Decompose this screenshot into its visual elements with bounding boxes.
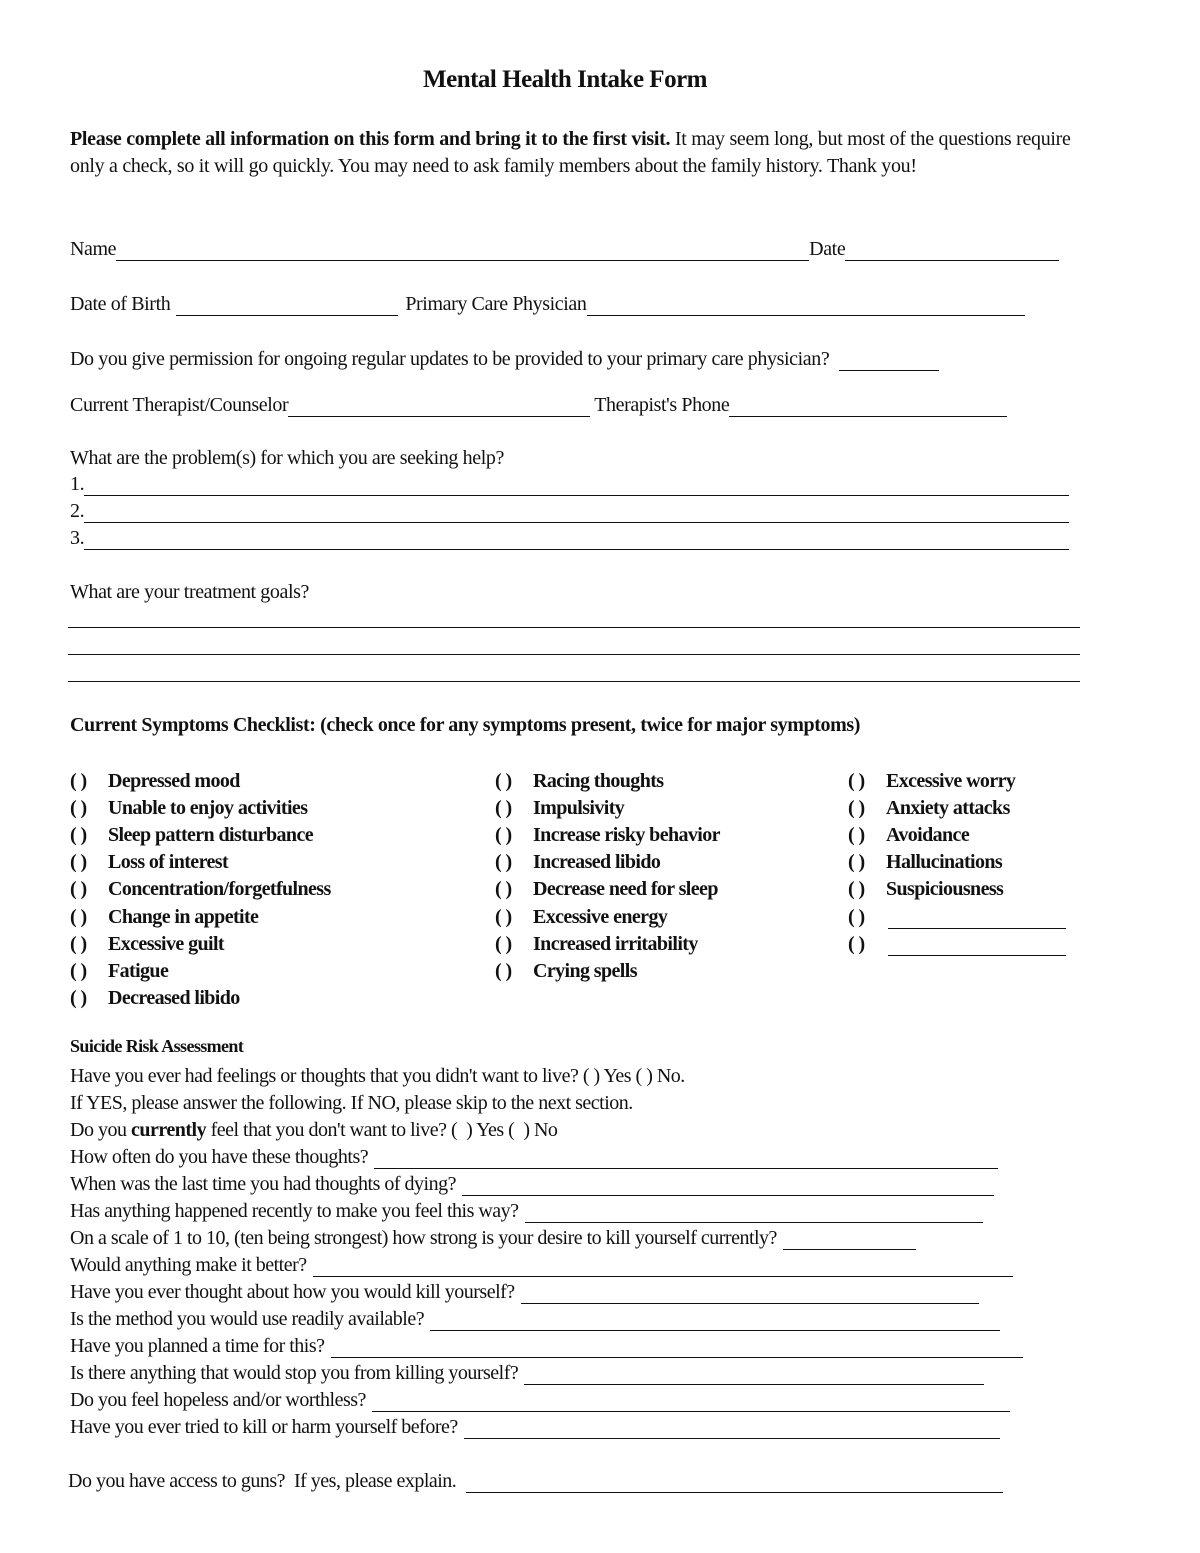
question-text-pre: Do you xyxy=(70,1119,131,1141)
question-text-post: feel that you don't want to live? ( ) Yes ( ) No xyxy=(206,1119,558,1141)
question-text: Is the method you would use readily available? xyxy=(70,1308,425,1330)
symptom-label: Change in appetite xyxy=(108,905,259,928)
symptom-item-other[interactable] xyxy=(848,901,1066,928)
question-text: Is there anything that would stop you from killing yourself? xyxy=(70,1362,519,1384)
pcp-field[interactable] xyxy=(587,293,1025,316)
checkbox-paren[interactable]: ( ) xyxy=(495,851,512,874)
symptom-label: Avoidance xyxy=(886,824,970,847)
suicide-question xyxy=(70,1170,994,1196)
suicide-question xyxy=(70,1062,685,1088)
checkbox-paren[interactable]: ( ) xyxy=(848,905,865,928)
answer-field[interactable] xyxy=(525,1202,983,1223)
symptom-item[interactable] xyxy=(495,793,720,820)
suicide-question xyxy=(70,1197,983,1223)
symptoms-heading: Current Symptoms Checklist: (check once for any symptoms present, twice for major symptoms) xyxy=(70,714,860,736)
suicide-instruction xyxy=(70,1089,633,1115)
checkbox-paren[interactable]: ( ) xyxy=(495,878,512,901)
question-text: On a scale of 1 to 10, (ten being strongest) how strong is your desire to kill yourself currently? xyxy=(70,1227,777,1249)
checkbox-paren[interactable]: ( ) xyxy=(70,851,87,874)
therapist-label: Current Therapist/Counselor xyxy=(70,394,289,416)
symptom-label: Hallucinations xyxy=(886,851,1003,874)
symptom-label: Excessive energy xyxy=(533,905,668,928)
dob-field[interactable] xyxy=(176,293,398,316)
symptom-label: Fatigue xyxy=(108,959,169,982)
checkbox-paren[interactable]: ( ) xyxy=(495,932,512,955)
dob-pcp-row xyxy=(70,288,1025,316)
symptom-item[interactable] xyxy=(70,820,331,847)
other-symptom-field[interactable] xyxy=(888,935,1066,956)
symptom-label: Anxiety attacks xyxy=(886,797,1010,820)
question-text-bold: currently xyxy=(130,1119,207,1141)
other-symptom-field[interactable] xyxy=(888,908,1066,929)
permission-row xyxy=(70,343,939,371)
question-text: Have you ever had feelings or thoughts that you didn't want to live? ( ) Yes ( ) No. xyxy=(70,1065,685,1087)
problem-number-1: 1. xyxy=(70,473,85,495)
question-text: If YES, please answer the following. If NO, please skip to the next section. xyxy=(70,1092,633,1114)
checkbox-paren[interactable]: ( ) xyxy=(848,824,865,847)
goals-line-3[interactable] xyxy=(68,681,1080,682)
goals-question xyxy=(70,576,309,604)
checkbox-paren[interactable]: ( ) xyxy=(495,959,512,982)
therapist-phone-label: Therapist's Phone xyxy=(594,394,730,416)
suicide-question xyxy=(70,1224,916,1250)
checkbox-paren[interactable]: ( ) xyxy=(70,797,87,820)
symptoms-column-3 xyxy=(848,766,1066,956)
symptom-item[interactable] xyxy=(495,956,720,983)
checkbox-paren[interactable]: ( ) xyxy=(70,905,87,928)
question-text: Have you ever thought about how you would kill yourself? xyxy=(70,1281,515,1303)
question-text: Have you planned a time for this? xyxy=(70,1335,325,1357)
symptom-item[interactable] xyxy=(848,793,1066,820)
answer-field[interactable] xyxy=(462,1175,994,1196)
suicide-question xyxy=(70,1413,1000,1439)
checkbox-paren[interactable]: ( ) xyxy=(848,851,865,874)
answer-field[interactable] xyxy=(372,1391,1010,1412)
problem-field-1[interactable] xyxy=(84,473,1069,496)
symptom-label: Decrease need for sleep xyxy=(533,878,718,901)
symptom-item[interactable] xyxy=(70,766,331,793)
symptom-label: Loss of interest xyxy=(108,851,229,874)
symptom-item[interactable] xyxy=(70,847,331,874)
therapist-phone-field[interactable] xyxy=(729,394,1007,417)
problems-question xyxy=(70,442,504,470)
symptom-item[interactable] xyxy=(70,793,331,820)
date-field[interactable] xyxy=(845,238,1059,261)
symptom-label: Suspiciousness xyxy=(886,878,1004,901)
question-text: Do you feel hopeless and/or worthless? xyxy=(70,1389,366,1411)
symptom-label: Excessive worry xyxy=(886,770,1016,793)
name-label: Name xyxy=(70,238,117,260)
goals-line-1[interactable] xyxy=(68,627,1080,628)
checkbox-paren[interactable]: ( ) xyxy=(495,905,512,928)
answer-field[interactable] xyxy=(524,1364,984,1385)
intro-paragraph xyxy=(70,126,1080,180)
suicide-question xyxy=(70,1305,1000,1331)
symptom-label: Depressed mood xyxy=(108,770,240,793)
symptoms-column-1 xyxy=(70,766,331,1010)
symptom-label: Increased irritability xyxy=(533,932,698,955)
question-text: Would anything make it better? xyxy=(70,1254,307,1276)
symptom-item[interactable] xyxy=(848,847,1066,874)
symptom-item[interactable] xyxy=(70,901,331,928)
name-field[interactable] xyxy=(116,238,809,261)
goals-line-2[interactable] xyxy=(68,654,1080,655)
pcp-label: Primary Care Physician xyxy=(405,293,587,315)
symptom-item[interactable] xyxy=(848,820,1066,847)
answer-field[interactable] xyxy=(464,1418,1000,1439)
symptom-label: Unable to enjoy activities xyxy=(108,797,308,820)
symptom-item[interactable] xyxy=(495,901,720,928)
form-title: Mental Health Intake Form xyxy=(423,66,707,93)
symptom-label: Racing thoughts xyxy=(533,770,664,793)
symptom-label: Increase risky behavior xyxy=(533,824,720,847)
symptom-label: Concentration/forgetfulness xyxy=(108,878,331,901)
question-text: When was the last time you had thoughts of dying? xyxy=(70,1173,456,1195)
name-date-row xyxy=(70,233,1059,261)
intro-bold: Please complete all information on this form and bring it to the first visit. xyxy=(70,128,671,150)
symptom-label: Decreased libido xyxy=(108,986,240,1009)
symptom-item[interactable] xyxy=(495,847,720,874)
checkbox-paren[interactable]: ( ) xyxy=(848,797,865,820)
question-text: Has anything happened recently to make you feel this way? xyxy=(70,1200,519,1222)
checkbox-paren[interactable]: ( ) xyxy=(70,770,87,793)
permission-label: Do you give permission for ongoing regular updates to be provided to your primary care physician? xyxy=(70,348,830,370)
symptoms-column-2 xyxy=(495,766,720,983)
symptom-label: Increased libido xyxy=(533,851,661,874)
checkbox-paren[interactable]: ( ) xyxy=(70,824,87,847)
checkbox-paren[interactable]: ( ) xyxy=(70,986,87,1009)
suicide-question xyxy=(70,1386,1010,1412)
date-label: Date xyxy=(809,238,846,260)
suicide-question xyxy=(70,1143,998,1169)
symptom-item[interactable] xyxy=(70,929,331,956)
problem-field-2[interactable] xyxy=(84,500,1069,523)
answer-field[interactable] xyxy=(331,1337,1023,1358)
symptom-item[interactable] xyxy=(70,983,331,1010)
checkbox-paren[interactable]: ( ) xyxy=(848,878,865,901)
symptom-label: Impulsivity xyxy=(533,797,625,820)
therapist-field[interactable] xyxy=(288,394,590,417)
checkbox-paren[interactable]: ( ) xyxy=(495,824,512,847)
symptom-label: Crying spells xyxy=(533,959,637,982)
checkbox-paren[interactable]: ( ) xyxy=(70,932,87,955)
symptom-item[interactable] xyxy=(495,820,720,847)
intro-text: It may seem long, but most of the questions require only a check, so it will go quickly. You may need to ask family members about the family history. Thank you! xyxy=(70,128,1071,177)
problem-number-2: 2. xyxy=(70,500,85,522)
symptom-item[interactable] xyxy=(495,766,720,793)
suicide-question xyxy=(70,1116,557,1142)
problem-line-3 xyxy=(70,522,1069,550)
checkbox-paren[interactable]: ( ) xyxy=(848,770,865,793)
answer-field[interactable] xyxy=(374,1148,998,1169)
symptom-label: Sleep pattern disturbance xyxy=(108,824,314,847)
symptom-item[interactable] xyxy=(70,874,331,901)
checkbox-paren[interactable]: ( ) xyxy=(495,770,512,793)
problem-field-3[interactable] xyxy=(84,527,1069,550)
symptom-item-other[interactable] xyxy=(848,929,1066,956)
question-text: Do you have access to guns? If yes, please explain. xyxy=(68,1470,457,1492)
symptom-item[interactable] xyxy=(848,766,1066,793)
checkbox-paren[interactable]: ( ) xyxy=(848,932,865,955)
symptom-item[interactable] xyxy=(495,929,720,956)
dob-label: Date of Birth xyxy=(70,293,171,315)
question-text: Have you ever tried to kill or harm yourself before? xyxy=(70,1416,458,1438)
symptom-item[interactable] xyxy=(848,874,1066,901)
suicide-heading: Suicide Risk Assessment xyxy=(70,1036,244,1056)
symptom-item[interactable] xyxy=(495,874,720,901)
answer-field[interactable] xyxy=(521,1283,979,1304)
symptom-label: Excessive guilt xyxy=(108,932,224,955)
checkbox-paren[interactable]: ( ) xyxy=(70,959,87,982)
problem-line-1 xyxy=(70,468,1069,496)
problem-number-3: 3. xyxy=(70,527,85,549)
checkbox-paren[interactable]: ( ) xyxy=(70,878,87,901)
suicide-question xyxy=(70,1332,1023,1358)
problem-line-2 xyxy=(70,495,1069,523)
suicide-question xyxy=(70,1359,984,1385)
goals-question-label: What are your treatment goals? xyxy=(70,581,309,603)
checkbox-paren[interactable]: ( ) xyxy=(495,797,512,820)
guns-question xyxy=(68,1467,1003,1493)
answer-field[interactable] xyxy=(430,1310,1000,1331)
answer-field[interactable] xyxy=(313,1256,1013,1277)
answer-field[interactable] xyxy=(783,1229,916,1250)
symptom-item[interactable] xyxy=(70,956,331,983)
therapist-row xyxy=(70,389,1007,417)
question-text: How often do you have these thoughts? xyxy=(70,1146,369,1168)
suicide-question xyxy=(70,1251,1013,1277)
problems-question-label: What are the problem(s) for which you are seeking help? xyxy=(70,447,504,469)
suicide-question xyxy=(70,1278,979,1304)
answer-field[interactable] xyxy=(466,1472,1003,1493)
permission-field[interactable] xyxy=(839,348,939,371)
